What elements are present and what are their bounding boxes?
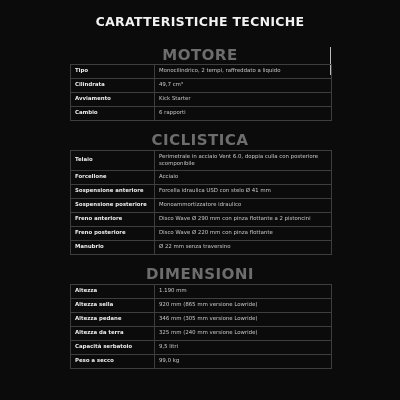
table-row (71, 65, 332, 79)
spec-label: Peso a secco (71, 355, 155, 369)
page-title: CARATTERISTICHE TECNICHE (95, 14, 305, 29)
table-row (71, 241, 332, 255)
table-row (71, 79, 332, 93)
spec-value: Perimetrale in acciaio Vent 6.0, doppia culla con posteriore scomponibile (155, 151, 332, 171)
spec-label: Capacità serbatoio (71, 341, 155, 355)
spec-label: Cilindrata (71, 79, 155, 93)
spec-value: Disco Wave Ø 220 mm con pinza flottante (155, 227, 332, 241)
spec-label: Altezza sella (71, 299, 155, 313)
spec-value: Disco Wave Ø 290 mm con pinza flottante a 2 pistoncini (155, 213, 332, 227)
table-row (71, 171, 332, 185)
spec-value: 9,5 litri (155, 341, 332, 355)
section-heading-dimensioni: DIMENSIONI (145, 265, 255, 283)
spec-value: 1.190 mm (155, 285, 332, 299)
table-row (71, 213, 332, 227)
spec-value: 49,7 cm³ (155, 79, 332, 93)
table-row (71, 107, 332, 121)
spec-label: Avviamento (71, 93, 155, 107)
spec-value: 346 mm (305 mm versione Lowride) (155, 313, 332, 327)
spec-value: Monocilindrico, 2 tempi, raffreddato a liquido (155, 65, 332, 79)
spec-label: Forcellone (71, 171, 155, 185)
spec-value: 6 rapporti (155, 107, 332, 121)
table-row (71, 93, 332, 107)
spec-value: Ø 22 mm senza traversino (155, 241, 332, 255)
table-row (71, 151, 332, 171)
spec-value: Monoammortizzatore idraulico (155, 199, 332, 213)
spec-value: Acciaio (155, 171, 332, 185)
table-row (71, 285, 332, 299)
spec-value: Forcella idraulica USD con stelo Ø 41 mm (155, 185, 332, 199)
table-row (71, 313, 332, 327)
spec-table-dimensioni (70, 284, 332, 369)
table-row (71, 299, 332, 313)
table-row (71, 327, 332, 341)
table-row (71, 199, 332, 213)
spec-table-ciclistica (70, 150, 332, 255)
spec-label: Tipo (71, 65, 155, 79)
spec-value: 325 mm (240 mm versione Lowride) (155, 327, 332, 341)
spec-label: Sospensione anteriore (71, 185, 155, 199)
spec-label: Altezza (71, 285, 155, 299)
table-row (71, 355, 332, 369)
spec-value: 920 mm (865 mm versione Lowride) (155, 299, 332, 313)
spec-label: Freno anteriore (71, 213, 155, 227)
spec-table-motore (70, 64, 332, 121)
spec-label: Cambio (71, 107, 155, 121)
spec-label: Altezza da terra (71, 327, 155, 341)
table-row (71, 185, 332, 199)
spec-value: 99,0 kg (155, 355, 332, 369)
spec-label: Altezza pedane (71, 313, 155, 327)
spec-value: Kick Starter (155, 93, 332, 107)
table-row (71, 341, 332, 355)
spec-label: Sospensione posteriore (71, 199, 155, 213)
spec-label: Telaio (71, 151, 155, 171)
section-heading-motore: MOTORE (162, 46, 238, 64)
spec-label: Manubrio (71, 241, 155, 255)
table-row (71, 227, 332, 241)
spec-label: Freno posteriore (71, 227, 155, 241)
section-heading-ciclistica: CICLISTICA (151, 131, 249, 149)
